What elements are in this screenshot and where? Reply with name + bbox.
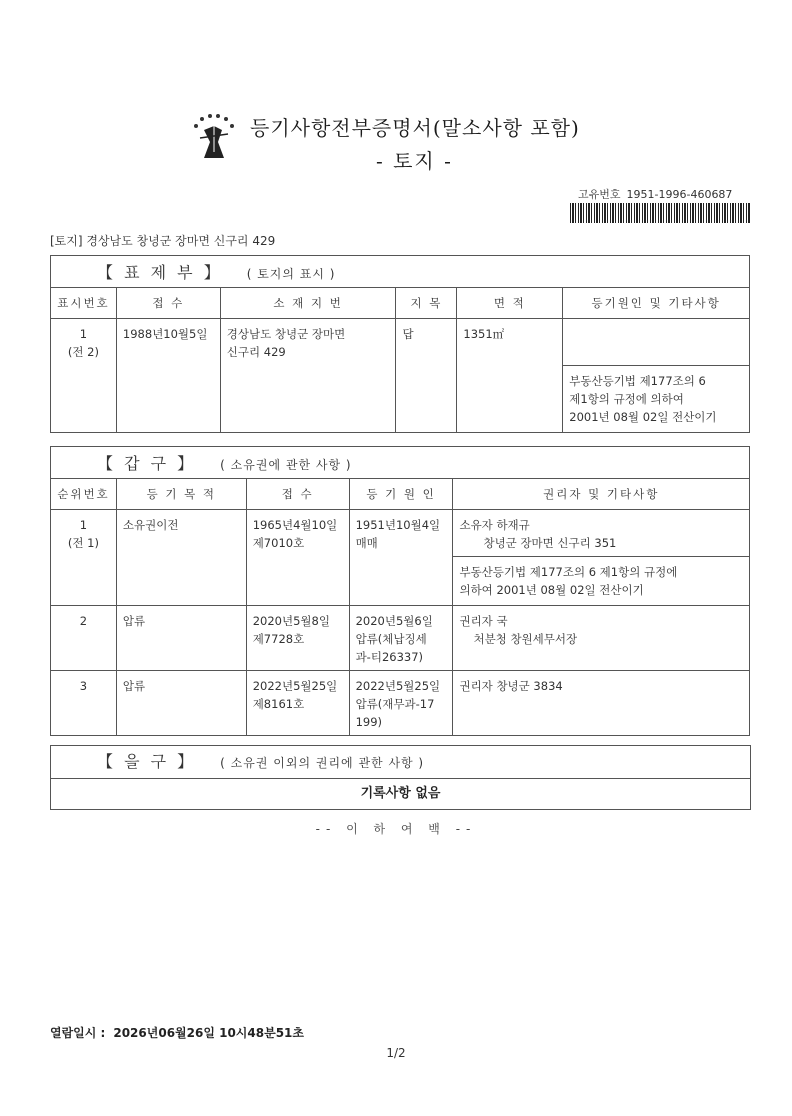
location-line: 신구리 429 [226, 345, 286, 359]
location-line: 경상남도 창녕군 장마면 [226, 327, 346, 341]
document-title: 등기사항전부증명서(말소사항 포함) [250, 116, 580, 140]
received-date: 1965년4월10일 [252, 518, 338, 532]
table-row [51, 319, 750, 433]
col-header: 접 수 [116, 288, 220, 319]
col-header: 면 적 [457, 288, 563, 319]
cause-line: 2022년5월25일 [355, 679, 441, 693]
note-line: 제1항의 규정에 의하여 [569, 392, 684, 406]
unique-number [578, 186, 732, 202]
received-date: 2020년5월8일 [252, 614, 330, 628]
registration-note [453, 556, 749, 605]
eulgu-section [50, 745, 751, 810]
table-row [51, 510, 750, 606]
col-header: 소 재 지 번 [220, 288, 396, 319]
cause-line: 2020년5월6일 [355, 614, 433, 628]
eulgu-subtitle: ( 소유권 이외의 권리에 관한 사항 ) [220, 756, 425, 770]
pyoje-heading [51, 256, 750, 288]
cause-line: 매매 [355, 536, 378, 550]
received-date: 2022년5월25일 [252, 679, 338, 693]
col-header: 등 기 목 적 [116, 479, 246, 510]
table-row [51, 671, 750, 736]
registration-purpose: 압류 [122, 614, 146, 628]
property-address: [토지] 경상남도 창녕군 장마면 신구리 429 [50, 234, 276, 248]
holder-line: 창녕군 장마면 신구리 351 [483, 536, 617, 550]
col-header: 접 수 [246, 479, 349, 510]
end-marker: -- 이 하 여 백 -- [315, 822, 477, 836]
note-line: 2001년 08월 02일 전산이기 [569, 410, 717, 424]
court-emblem-icon [188, 112, 240, 164]
barcode [570, 203, 751, 223]
land-area: 1351㎡ [463, 327, 505, 341]
viewed-value: 2026년06월26일 10시48분51초 [113, 1026, 304, 1040]
col-header: 표시번호 [51, 288, 117, 319]
display-number-sub: (전 2) [67, 345, 99, 359]
gapgu-table [50, 446, 750, 736]
col-header: 지 목 [396, 288, 457, 319]
land-category: 답 [402, 327, 414, 341]
pyoje-subtitle: ( 토지의 표시 ) [246, 267, 336, 281]
viewed-label: 열람일시 : [50, 1026, 106, 1040]
cause-line: 과-티26337) [355, 650, 424, 664]
col-header: 권리자 및 기타사항 [453, 479, 750, 510]
eulgu-heading [51, 746, 750, 779]
holder-line: 권리자 창녕군 3834 [459, 679, 563, 693]
unique-number-label: 고유번호 [578, 188, 621, 201]
received-number: 제7728호 [252, 632, 305, 646]
rank-number-sub: (전 1) [67, 536, 99, 550]
unique-number-value: 1951-1996-460687 [626, 188, 733, 201]
col-header: 등 기 원 인 [349, 479, 453, 510]
rank-number: 3 [79, 679, 88, 693]
pyoje-title: 【 표 제 부 】 [97, 263, 223, 282]
received-number: 제8161호 [252, 697, 305, 711]
cause-line: 199) [355, 715, 383, 729]
rank-number: 2 [79, 614, 88, 628]
registration-purpose: 압류 [122, 679, 146, 693]
document-subtitle: - 토지 - [376, 149, 453, 173]
right-holder [453, 510, 749, 556]
page-number: 1/2 [386, 1046, 406, 1060]
received-date: 1988년10월5일 [122, 327, 208, 341]
col-header: 순위번호 [51, 479, 117, 510]
col-header: 등기원인 및 기타사항 [563, 288, 750, 319]
gapgu-subtitle: ( 소유권에 관한 사항 ) [220, 458, 352, 472]
note-line: 부동산등기법 제177조의 6 [569, 374, 706, 388]
registration-note [563, 365, 749, 432]
gapgu-title: 【 갑 구 】 [97, 454, 197, 473]
gapgu-heading [51, 447, 750, 479]
display-number: 1 [79, 327, 88, 341]
note-line: 부동산등기법 제177조의 6 제1항의 규정에 [459, 565, 678, 579]
holder-line: 처분청 창원세무서장 [473, 632, 578, 646]
pyoje-table [50, 255, 750, 433]
rank-number: 1 [79, 518, 88, 532]
holder-line: 소유자 하재규 [459, 518, 530, 532]
eulgu-title: 【 을 구 】 [97, 752, 197, 771]
cause-line: 압류(재무과-17 [355, 697, 435, 711]
registration-purpose: 소유권이전 [122, 518, 179, 532]
note-line: 의하여 2001년 08월 02일 전산이기 [459, 583, 644, 597]
received-number: 제7010호 [252, 536, 305, 550]
cause-line: 압류(체납징세 [355, 632, 427, 646]
eulgu-body: 기록사항 없음 [360, 786, 441, 801]
table-row [51, 606, 750, 671]
holder-line: 권리자 국 [459, 614, 508, 628]
cause-line: 1951년10월4일 [355, 518, 441, 532]
viewed-datetime [50, 1024, 304, 1041]
